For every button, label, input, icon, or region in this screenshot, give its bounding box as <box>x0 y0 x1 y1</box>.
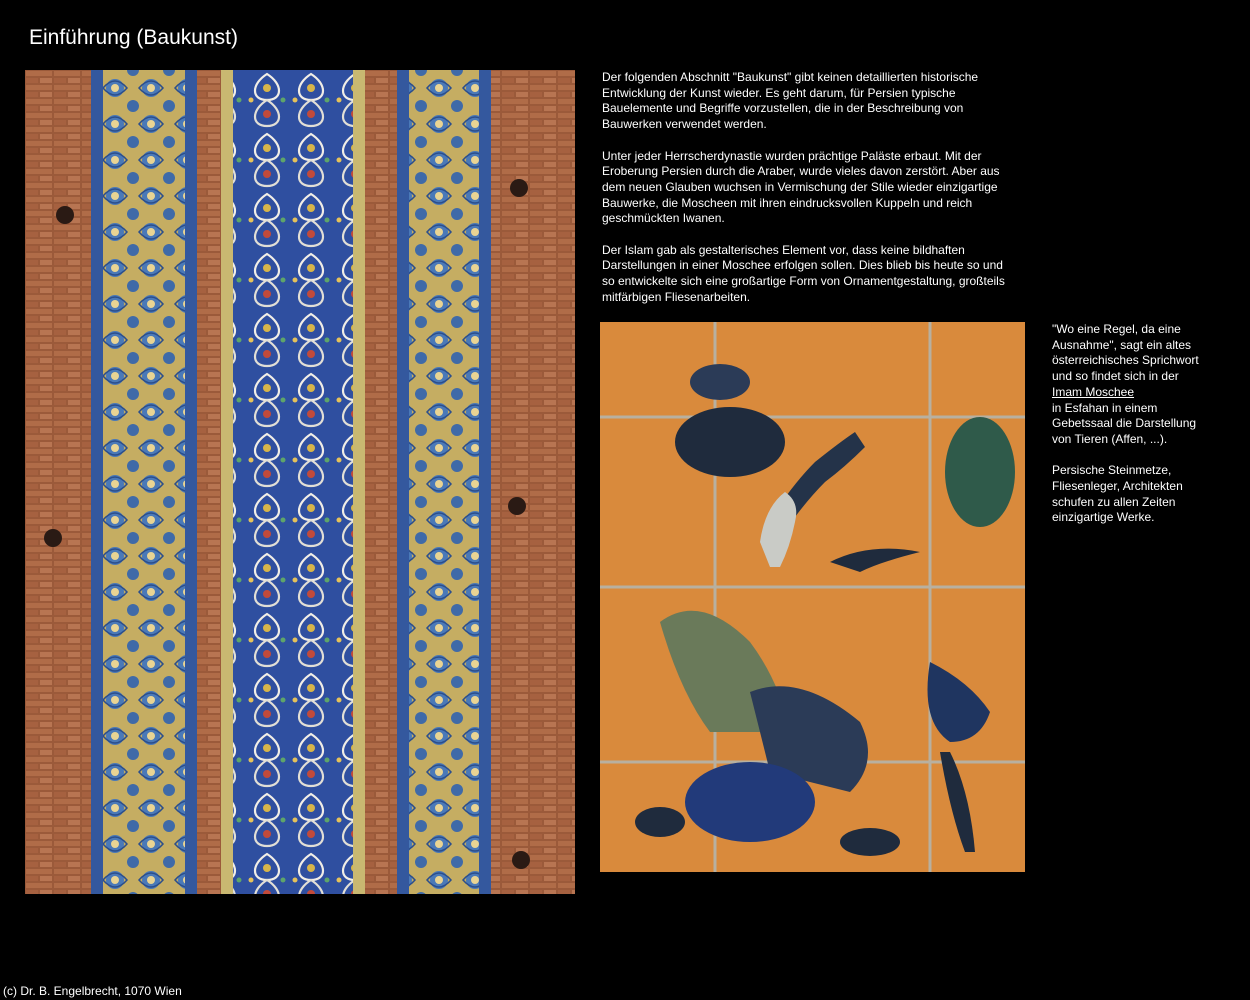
imam-moschee-link[interactable]: Imam Moschee <box>1052 384 1135 399</box>
intro-paragraph: Der Islam gab als gestalterisches Element vor, dass keine bildhaften Darstellungen in einer Moschee erfolgen sollen. Dies blieb bis heute so und so entwickelte sich eine großartige Form von Ornamentgestaltung, großteils mitfärbigen Fliesenarbeiten. <box>602 242 1005 304</box>
intro-paragraph: Der folgenden Abschnitt "Baukunst" gibt keinen detaillierten historische Entwicklung der Kunst wieder. Es geht darum, für Persien typische Bauelemente und Begriffe vorzustellen, die in der Beschreibung von Bauwerken verwendet werden. <box>602 70 979 132</box>
side-paragraph: Persische Steinmetze, Fliesenleger, Architekten schufen zu allen Zeiten einzigartige Werke. <box>1052 463 1183 525</box>
intro-text <box>602 70 1012 321</box>
side-text-after-link: in Esfahan in einem Gebetssaal die Darstellung von Tieren (Affen, ...). <box>1052 400 1197 446</box>
side-text-before-link: "Wo eine Regel, da eine Ausnahme", sagt ein altes österreichisches Sprichwort und so findet sich in der <box>1052 322 1199 384</box>
side-paragraph <box>1052 322 1212 448</box>
copyright-footer: (c) Dr. B. Engelbrecht, 1070 Wien <box>3 984 182 998</box>
page-title: Einführung (Baukunst) <box>29 26 238 49</box>
intro-paragraph: Unter jeder Herrscherdynastie wurden prächtige Paläste erbaut. Mit der Eroberung Persien durch die Araber, wurde vieles davon zerstört. Aber aus dem neuen Glauben wuchsen in Vermischung der Stile wieder einzigartige Bauwerke, die Moscheen mit ihren eindrucksvollen Kuppeln und reich geschmückten Iwanen. <box>602 148 1000 226</box>
animal-tile-photo <box>600 322 1025 872</box>
tilework-wall-photo <box>25 70 575 894</box>
side-text <box>1052 322 1212 542</box>
